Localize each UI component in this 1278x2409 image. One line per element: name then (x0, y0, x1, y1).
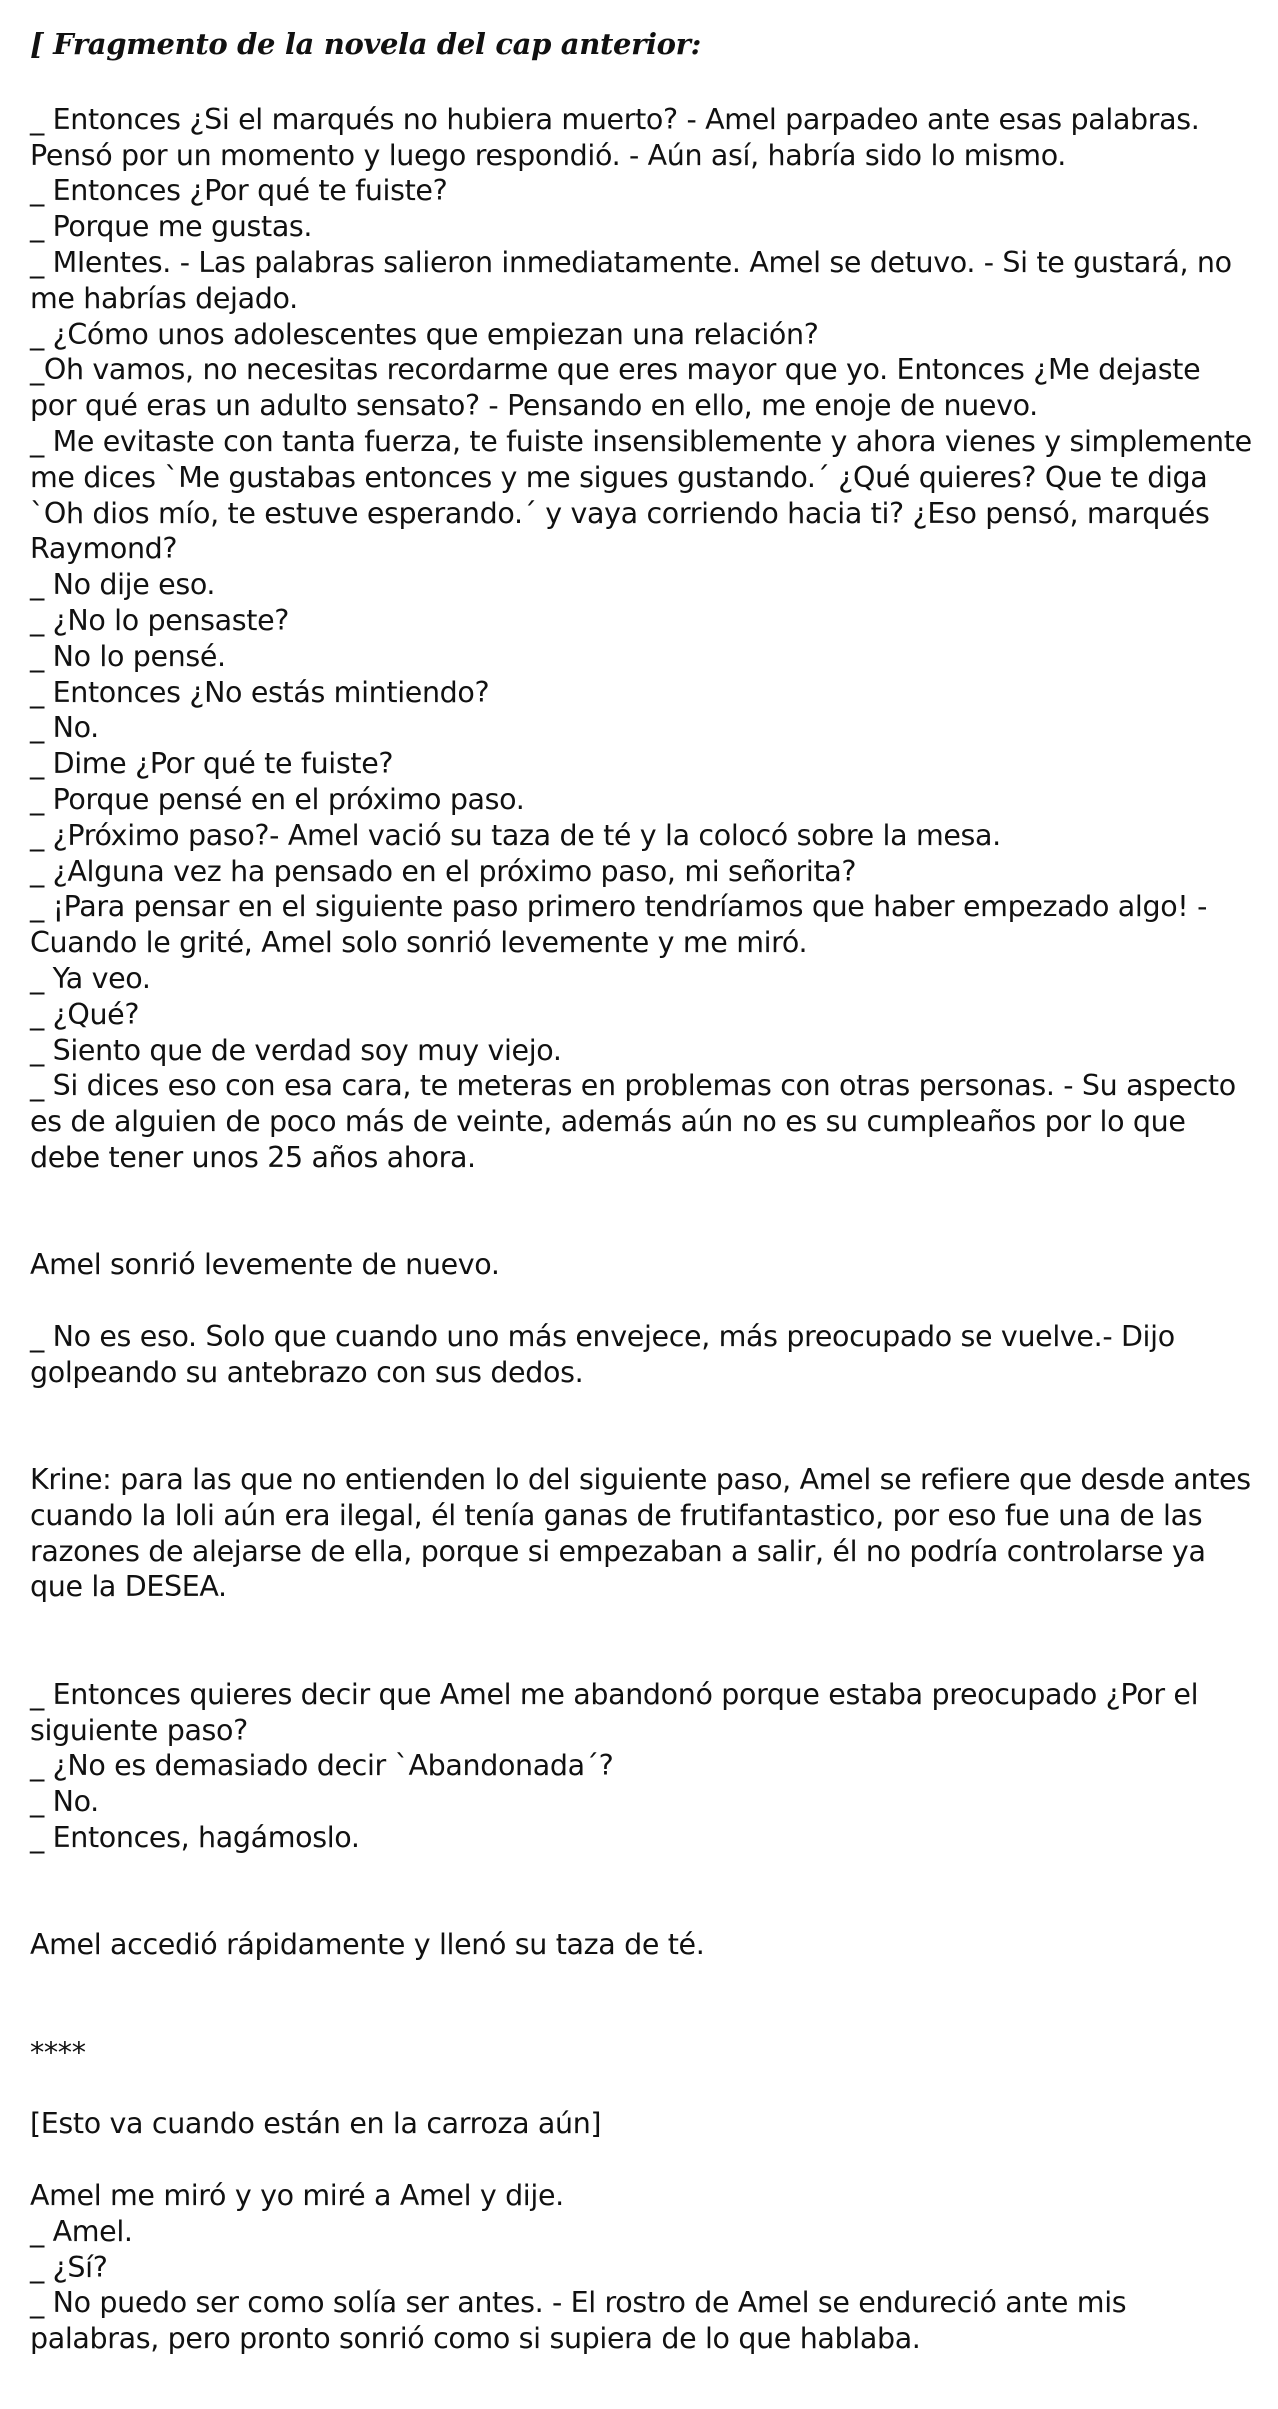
text-line: _ Me evitaste con tanta fuerza, te fuiste insensiblemente y ahora vienes y simplemente me dices `Me gustabas entonces y me sigues gustando.´ ¿Qué quieres? Que te diga `Oh dios mío, te estuve esperando.´ y vaya corriendo hacia ti? ¿Eso pensó, marqués Raymond? (30, 424, 1252, 566)
text-line: Amel me miró y yo miré a Amel y dije. (30, 2179, 564, 2213)
blank-line (30, 1283, 1255, 1319)
blank-line (30, 2071, 1255, 2107)
blank-line (30, 1856, 1255, 1928)
text-line: _ Entonces, hagámoslo. (30, 1821, 360, 1855)
text-line: **** (30, 2035, 86, 2069)
text-line: _ ¡Para pensar en el siguiente paso primero tendríamos que haber empezado algo! - Cuando le grité, Amel solo sonrió levemente y me miró. (30, 890, 1208, 960)
text-line: _ No lo pensé. (30, 639, 226, 673)
document-text (30, 66, 1255, 2357)
text-line: _ No. (30, 1785, 99, 1819)
text-line: _ No puedo ser como solía ser antes. - El rostro de Amel se endureció ante mis palabras, pero pronto sonrió como si supiera de lo que hablaba. (30, 2286, 1127, 2356)
text-line: _ ¿No lo pensaste? (30, 603, 290, 637)
text-line: _ Entonces ¿Si el marqués no hubiera muerto? - Amel parpadeo ante esas palabras. Pensó por un momento y luego respondió. - Aún así, habría sido lo mismo. (30, 102, 1200, 172)
document-body (30, 22, 1255, 2357)
text-line: _ Si dices eso con esa cara, te meteras en problemas con otras personas. - Su aspecto es de alguien de poco más de veinte, además aún no es su cumpleaños por lo que debe tener unos 25 años ahora. (30, 1069, 1236, 1174)
text-line: Krine: para las que no entienden lo del siguiente paso, Amel se refiere que desde antes cuando la loli aún era ilegal, él tenía ganas de frutifantastico, por eso fue una de las razones de alejarse de ella, porque si empezaban a salir, él no podría controlarse ya que la DESEA. (30, 1463, 1251, 1604)
text-line: _ Siento que de verdad soy muy viejo. (30, 1033, 562, 1067)
text-line: _ Entonces quieres decir que Amel me abandonó porque estaba preocupado ¿Por el siguiente paso? (30, 1677, 1199, 1747)
fragment-heading: [ Fragmento de la novela del cap anterior: (30, 27, 701, 61)
text-line: _ Entonces ¿No estás mintiendo? (30, 675, 490, 709)
blank-line (30, 1390, 1255, 1462)
blank-line (30, 66, 1255, 102)
text-line: _ ¿Cómo unos adolescentes que empiezan una relación? (30, 317, 819, 351)
text-line: [Esto va cuando están en la carroza aún] (30, 2107, 602, 2141)
text-line: _ Amel. (30, 2214, 133, 2248)
blank-line (30, 1176, 1255, 1248)
text-line: _ ¿Próximo paso?- Amel vació su taza de té y la colocó sobre la mesa. (30, 818, 1001, 852)
text-line: _ Porque pensé en el próximo paso. (30, 782, 525, 816)
text-line: _ Ya veo. (30, 961, 151, 995)
text-line: _ No. (30, 711, 99, 745)
text-line: _ Entonces ¿Por qué te fuiste? (30, 174, 448, 208)
blank-line (30, 1605, 1255, 1677)
text-line: _ Dime ¿Por qué te fuiste? (30, 747, 394, 781)
text-line: Amel accedió rápidamente y llenó su taza de té. (30, 1928, 705, 1962)
text-line: _Oh vamos, no necesitas recordarme que eres mayor que yo. Entonces ¿Me dejaste por qué eras un adulto sensato? - Pensando en ello, me enoje de nuevo. (30, 353, 1201, 423)
text-line: _ Porque me gustas. (30, 210, 313, 244)
blank-line (30, 1963, 1255, 2035)
text-line: _ ¿Alguna vez ha pensado en el próximo paso, mi señorita? (30, 854, 857, 888)
text-line: _ No es eso. Solo que cuando uno más envejece, más preocupado se vuelve.- Dijo golpeando su antebrazo con sus dedos. (30, 1319, 1175, 1389)
text-line: _ ¿Sí? (30, 2250, 108, 2284)
text-line: _ MIentes. - Las palabras salieron inmediatamente. Amel se detuvo. - Si te gustará, no me habrías dejado. (30, 245, 1232, 315)
text-line: _ ¿Qué? (30, 997, 140, 1031)
text-line: _ No dije eso. (30, 568, 216, 602)
text-line: Amel sonrió levemente de nuevo. (30, 1248, 500, 1282)
text-line: _ ¿No es demasiado decir `Abandonada´? (30, 1749, 614, 1783)
blank-line (30, 2142, 1255, 2178)
